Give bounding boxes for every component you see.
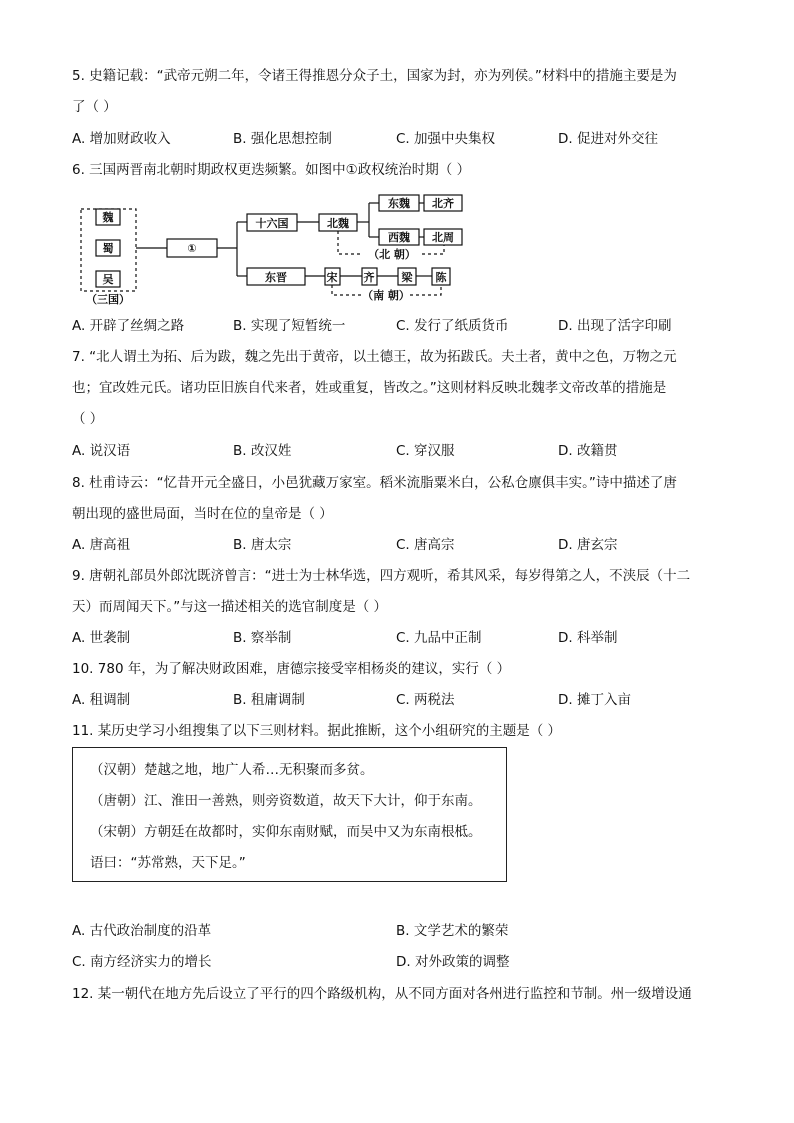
q6-option-d[interactable]: D. 出现了活字印刷 bbox=[558, 318, 672, 334]
q10-option-a[interactable]: A. 租调制 bbox=[72, 692, 131, 708]
node-beizhou: 北周 bbox=[432, 231, 454, 244]
q6-option-c[interactable]: C. 发行了纸质货币 bbox=[396, 318, 509, 334]
q9-option-c[interactable]: C. 九品中正制 bbox=[396, 630, 482, 646]
node-song: 宋 bbox=[326, 271, 338, 284]
q10-stem: 10. 780 年，为了解决财政困难，唐德宗接受宰相杨炎的建议，实行（ ） bbox=[72, 661, 511, 677]
q9-option-b[interactable]: B. 察举制 bbox=[233, 630, 292, 646]
q7-option-d[interactable]: D. 改籍贯 bbox=[558, 443, 618, 459]
q8-option-d[interactable]: D. 唐玄宗 bbox=[558, 537, 618, 553]
q10-option-b[interactable]: B. 租庸调制 bbox=[233, 692, 305, 708]
q7-option-a[interactable]: A. 说汉语 bbox=[72, 443, 131, 459]
material-tang: （唐朝）江、淮田一善熟，则旁资数道，故天下大计，仰于东南。 bbox=[90, 793, 482, 809]
q11-stem: 11. 某历史学习小组搜集了以下三则材料。据此推断，这个小组研究的主题是（ ） bbox=[72, 723, 562, 739]
q9-option-d[interactable]: D. 科举制 bbox=[558, 630, 618, 646]
node-wu: 吴 bbox=[102, 273, 114, 286]
q8-option-b[interactable]: B. 唐太宗 bbox=[233, 537, 292, 553]
node-liang: 梁 bbox=[401, 271, 413, 284]
node-chen: 陈 bbox=[435, 271, 447, 284]
q6-stem: 6. 三国两晋南北朝时期政权更迭频繁。如图中①政权统治时期（ ） bbox=[72, 162, 471, 178]
q7-option-c[interactable]: C. 穿汉服 bbox=[396, 443, 455, 459]
q8-stem-cont: 朝出现的盛世局面，当时在位的皇帝是（ ） bbox=[72, 506, 333, 522]
q5-option-a[interactable]: A. 增加财政收入 bbox=[72, 131, 171, 147]
q7-stem-cont: 也；宜改姓元氏。诸功臣旧族自代来者，姓或重复，皆改之。”这则材料反映北魏孝文帝改革的措施是 bbox=[72, 380, 667, 396]
q9-stem-cont: 天）而周闻天下。”与这一描述相关的选官制度是（ ） bbox=[72, 599, 388, 615]
material-saying: 语曰：“苏常熟，天下足。” bbox=[90, 855, 246, 871]
q11-option-a[interactable]: A. 古代政治制度的沿革 bbox=[72, 923, 212, 939]
q8-option-c[interactable]: C. 唐高宗 bbox=[396, 537, 455, 553]
q5-option-d[interactable]: D. 促进对外交往 bbox=[558, 131, 658, 147]
node-circle-1: ① bbox=[187, 242, 197, 255]
q11-option-b[interactable]: B. 文学艺术的繁荣 bbox=[396, 923, 509, 939]
node-beiqi: 北齐 bbox=[432, 197, 454, 210]
q6-option-a[interactable]: A. 开辟了丝绸之路 bbox=[72, 318, 185, 334]
material-han: （汉朝）楚越之地，地广人希…无积聚而多贫。 bbox=[90, 762, 374, 778]
label-sanguo: （三国） bbox=[86, 293, 130, 306]
q10-option-c[interactable]: C. 两税法 bbox=[396, 692, 455, 708]
dynasty-diagram bbox=[72, 190, 472, 308]
label-nanchao: （南 朝） bbox=[362, 289, 410, 302]
q6-option-b[interactable]: B. 实现了短暂统一 bbox=[233, 318, 346, 334]
q8-stem: 8. 杜甫诗云：“忆昔开元全盛日，小邑犹藏万家室。稻米流脂粟米白，公私仓廪俱丰实。”诗中描述了唐 bbox=[72, 475, 677, 491]
q7-stem-paren: （ ） bbox=[72, 411, 104, 427]
node-dongjin: 东晋 bbox=[265, 271, 287, 284]
q12-stem: 12. 某一朝代在地方先后设立了平行的四个路级机构，从不同方面对各州进行监控和节制。州一级增设通 bbox=[72, 986, 692, 1002]
q9-option-a[interactable]: A. 世袭制 bbox=[72, 630, 131, 646]
material-song: （宋朝）方朝廷在故都时，实仰东南财赋，而吴中又为东南根柢。 bbox=[90, 824, 482, 840]
q9-stem: 9. 唐朝礼部员外郎沈既济曾言：“进士为士林华选，四方观听，希其风采，每岁得第之人，不浃辰（十二 bbox=[72, 568, 691, 584]
q5-stem: 5. 史籍记载：“武帝元朔二年，令诸王得推恩分众子土，国家为封，亦为列侯。”材料中的措施主要是为 bbox=[72, 68, 677, 84]
q11-material-box bbox=[72, 747, 507, 882]
q11-option-c[interactable]: C. 南方经济实力的增长 bbox=[72, 954, 212, 970]
node-wei: 魏 bbox=[102, 211, 114, 224]
q7-option-b[interactable]: B. 改汉姓 bbox=[233, 443, 292, 459]
q5-stem-cont: 了（ ） bbox=[72, 99, 117, 115]
q11-option-d[interactable]: D. 对外政策的调整 bbox=[396, 954, 510, 970]
q7-stem: 7. “北人谓土为拓、后为跋，魏之先出于黄帝，以土德王，故为拓跋氏。夫土者，黄中之色，万物之元 bbox=[72, 349, 677, 365]
node-shiliuguo: 十六国 bbox=[255, 217, 289, 230]
q8-option-a[interactable]: A. 唐高祖 bbox=[72, 537, 131, 553]
node-beiwei: 北魏 bbox=[327, 217, 349, 230]
node-qi: 齐 bbox=[363, 271, 375, 284]
q5-option-c[interactable]: C. 加强中央集权 bbox=[396, 131, 496, 147]
q5-option-b[interactable]: B. 强化思想控制 bbox=[233, 131, 332, 147]
label-beichao: （北 朝） bbox=[368, 248, 416, 261]
node-shu: 蜀 bbox=[102, 242, 114, 255]
q10-option-d[interactable]: D. 摊丁入亩 bbox=[558, 692, 631, 708]
node-xiwei: 西魏 bbox=[388, 231, 410, 244]
node-dongwei: 东魏 bbox=[388, 197, 410, 210]
